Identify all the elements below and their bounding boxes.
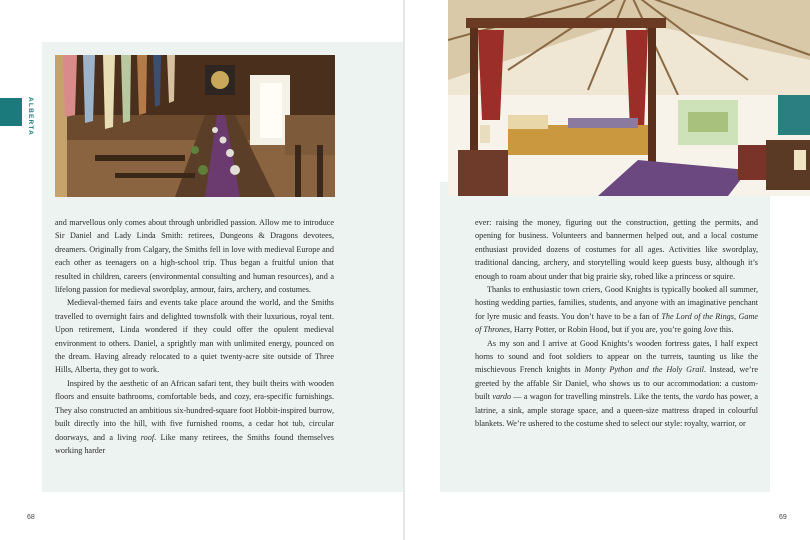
paragraph xyxy=(475,337,758,431)
italic-run: The Lord of the Rings xyxy=(661,311,734,321)
medieval-banquet-hall-photo xyxy=(55,55,335,197)
italic-run: Game of Thrones xyxy=(475,311,758,335)
body-text xyxy=(55,216,334,457)
italic-run: Monty Python and the Holy Grail xyxy=(584,365,704,375)
text-run: As my son and I arrive at Good Knights’s wooden fortress gates, I half expect horns to sound and foot soldiers to appear on the turrets, taunting us like the mischievous French knights in xyxy=(475,338,758,375)
text-run: and marvellous only comes about through unbridled passion. Allow me to introduce Sir Daniel and Lady Linda Smith: retirees, Dungeons & Dragons devotees, dreamers. Originally from Calgary, the Smiths fell in love with medieval Europe and each other as teenagers on a high-school trip. Thus began a fruitful union that resulted in children, careers (environmental consulting and human resources), and a lifelong passion for medieval swordplay, armour, fairs, archery, and costumes. xyxy=(55,218,334,295)
banquet-photo-illustration xyxy=(55,55,335,197)
paragraph xyxy=(475,216,758,283)
text-run: Medieval-themed fairs and events take place around the world, and the Smiths travelled to overnight fairs and delighted townsfolk with their luxurious, royal tent. Upon retirement, Linda wondered if they could offer the opulent medieval environment to others. Daniel, a sprightly man with unlimited energy, pounced on the dream. Having already relocated to a quiet twenty-acre site outside of Three Hills, Alberta, they got to work. xyxy=(55,298,334,375)
paragraph xyxy=(55,377,334,457)
text-run: Thanks to enthusiastic town criers, Good Knights is typically booked all summer, hosting wedding parties, families, students, and anyone with an imaginative penchant for lyre music and feasts. You don’t have to be a fan of xyxy=(475,285,758,321)
body-text xyxy=(475,216,758,431)
running-head: ALBERTA xyxy=(27,97,34,136)
paragraph xyxy=(55,296,334,376)
text-run: has power, a latrine, a sink, ample storage space, and a queen-size mattress draped in colourful blankets. We’re ushered to the costume shed to select our style: royalty, warrior, or xyxy=(475,392,758,429)
yurt-photo-illustration xyxy=(448,0,810,196)
page-number: 69 xyxy=(779,514,787,521)
paragraph xyxy=(475,283,758,337)
yurt-canopy-bed-photo xyxy=(448,0,810,196)
text-run: this. xyxy=(717,325,734,335)
right-page xyxy=(405,0,810,540)
page-number: 68 xyxy=(27,514,35,521)
text-run: , xyxy=(733,311,739,321)
italic-run: love xyxy=(703,325,718,335)
text-run: . Instead, we’re greeted by the affable Sir Daniel, who shows us to our accommodation: a custom-built xyxy=(475,365,758,402)
text-run: , Harry Potter, or Robin Hood, but if you are, you’re going xyxy=(509,325,704,335)
italic-run: vardo xyxy=(695,392,715,402)
italic-run: roof xyxy=(140,432,155,442)
text-run: Inspired by the aesthetic of an African safari tent, they built theirs with wooden floors and ensuite bathrooms, comfortable beds, and cozy, era-specific furnishings. They also constructed an ambitious six-hundred-square foot Hobbit-inspired burrow, built directly into the hill, with five furnished rooms, a cedar hot tub, circular doorways, and a living xyxy=(55,378,334,442)
text-run: — a wagon for travelling minstrels. Like the tents, the xyxy=(511,392,696,402)
section-tab xyxy=(0,98,22,126)
paragraph xyxy=(55,216,334,296)
text-run: ever: raising the money, figuring out the construction, getting the permits, and opening for business. Volunteers and bannermen helped out, and a local costume enthusiast provided dozens of costumes for all ages. Activities like swordplay, traditional dancing, archery, and storytelling would keep guests busy, although it’s enough to roam about under that big prairie sky, robed like a princess or squire. xyxy=(475,218,758,281)
italic-run: vardo xyxy=(492,392,512,402)
text-run: . Like many retirees, the Smiths found themselves working harder xyxy=(55,432,334,455)
